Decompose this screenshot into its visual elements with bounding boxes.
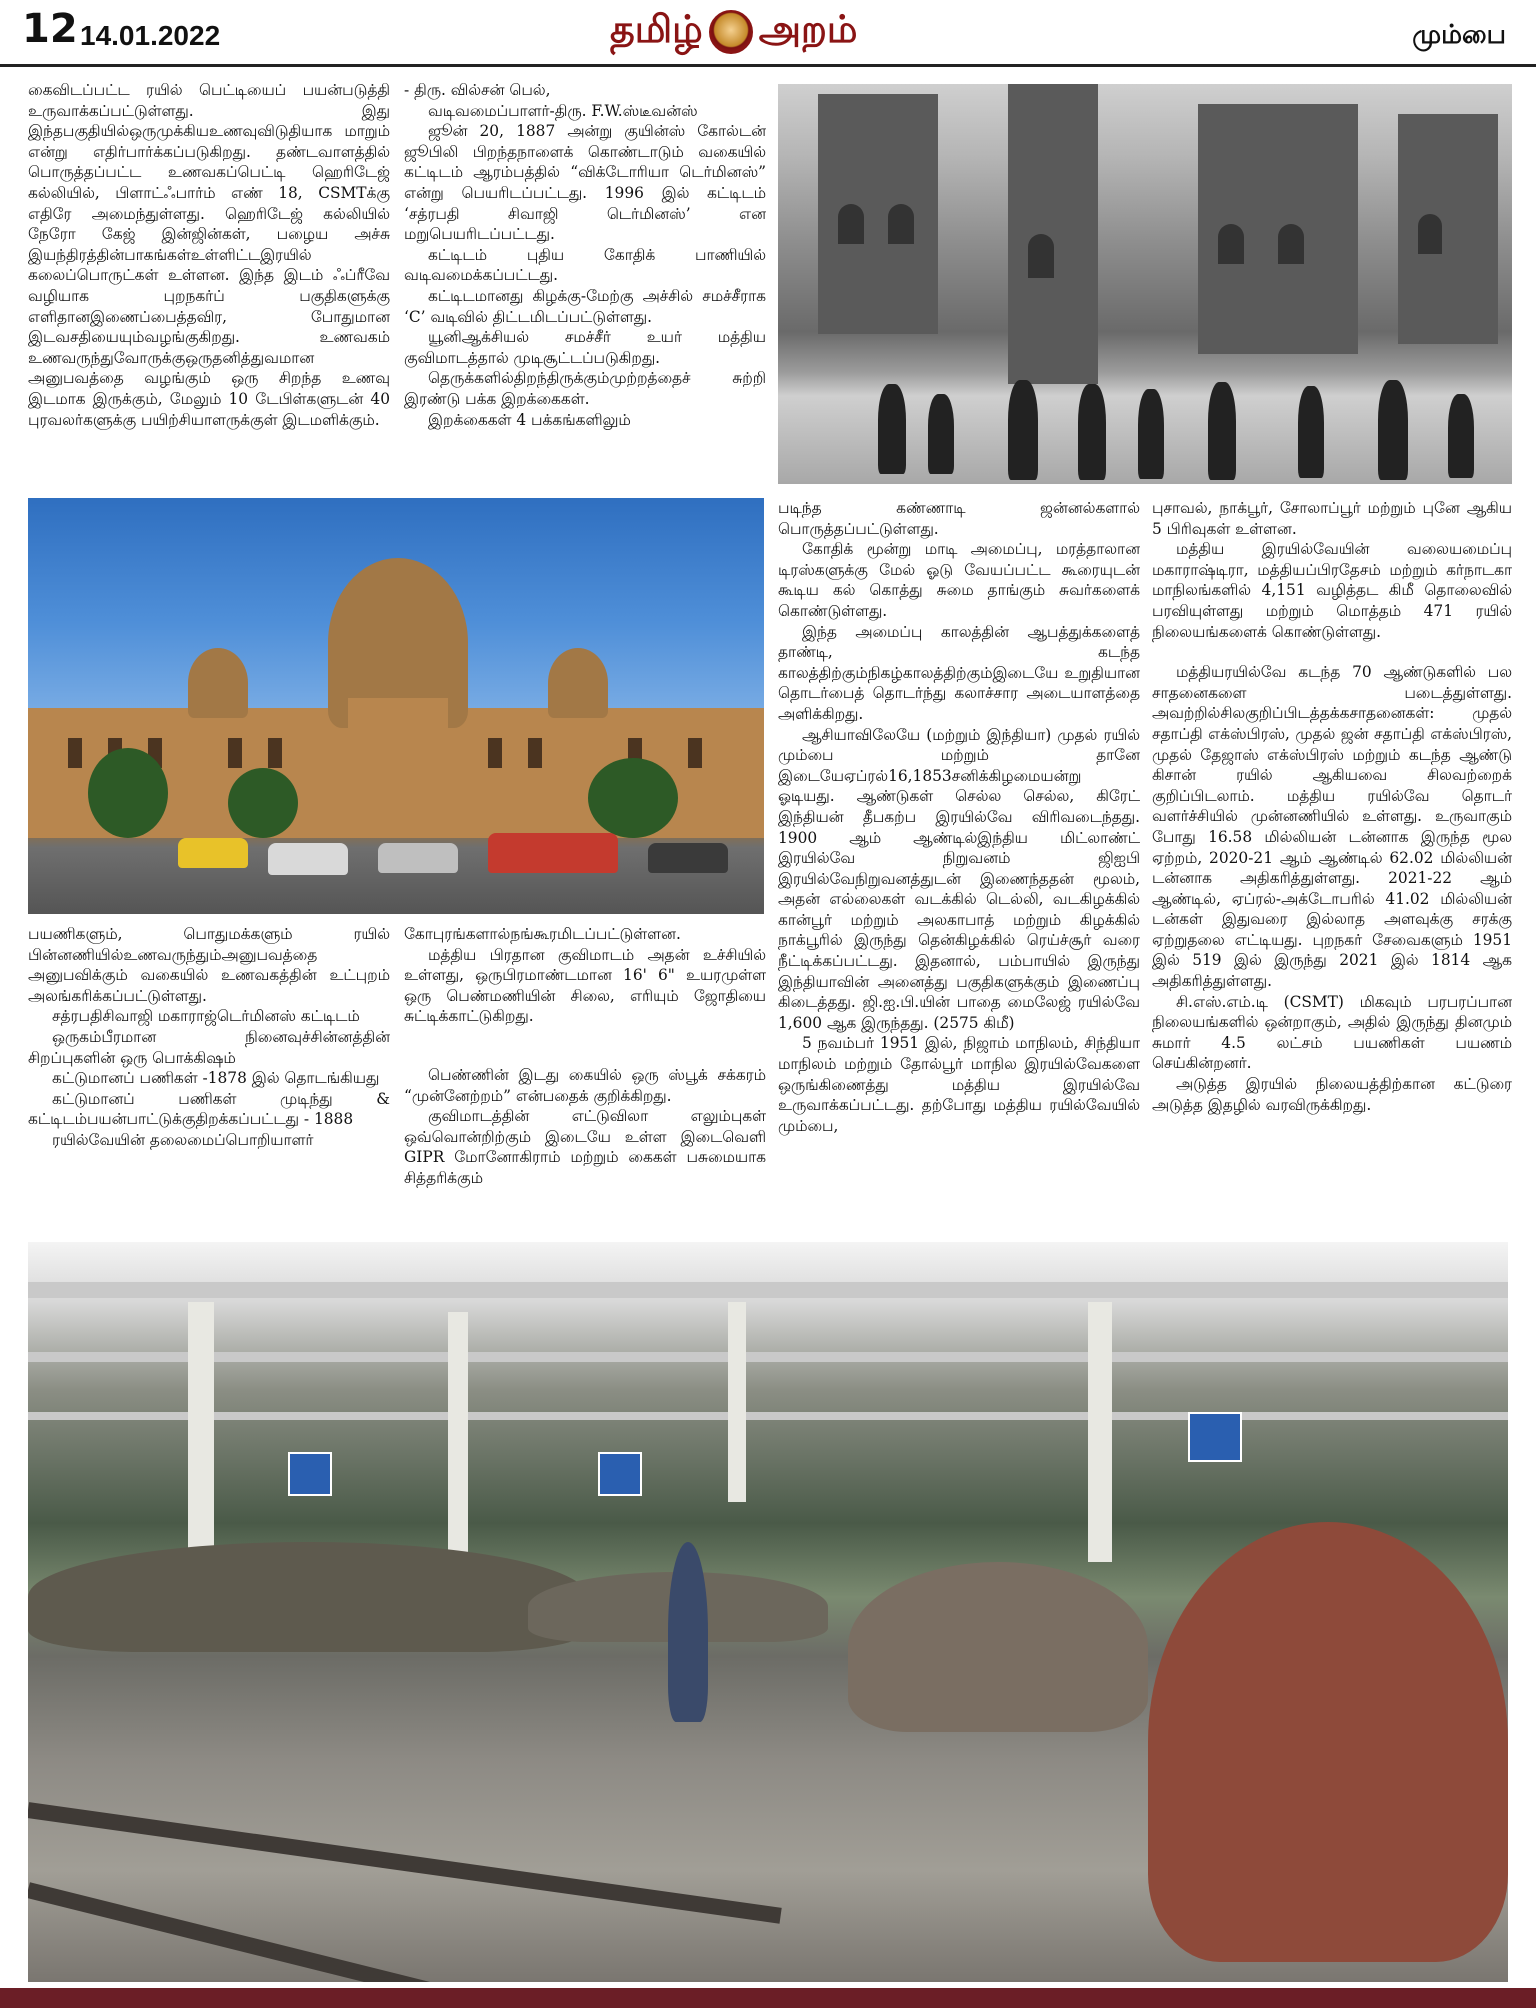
paragraph: அடுத்த இரயில் நிலையத்திற்கான கட்டுரை அடுத்த இதழில் வரவிருக்கிறது.	[1152, 1075, 1512, 1114]
old-photo-icon	[778, 84, 1512, 484]
paragraph: பெண்ணின் இடது கையில் ஒரு ஸ்பூக் சக்கரம் “முன்னேற்றம்” என்பதைக் குறிக்கிறது.	[404, 1065, 766, 1105]
column-4	[1152, 498, 1512, 1236]
paragraph: கட்டிடமானது கிழக்கு-மேற்கு அச்சில் சமச்சீராக ‘C’ வடிவில் திட்டமிடப்பட்டுள்ளது.	[404, 286, 766, 326]
paragraph: கட்டுமானப் பணிகள் முடிந்து & கட்டிடம்பயன்பாட்டுக்குதிறக்கப்பட்டது - 1888	[28, 1089, 390, 1129]
paragraph: மத்திய பிரதான குவிமாடம் அதன் உச்சியில் உள்ளது, ஒருபிரமாண்டமான 16' 6" உயரமுள்ள ஒரு பெண்மணியின் சிலை, எரியும் ஜோதியை சுட்டிக்காட்டுகிறது.	[404, 945, 766, 1026]
paragraph: கோதிக் மூன்று மாடி அமைப்பு, மரத்தாலான டிரஸ்களுக்கு மேல் ஓடு வேயப்பட்ட கூரையுடன் கூடிய கல் கொத்து சுமை தாங்கும் சுவர்களைக் கொண்டுள்ளது.	[778, 540, 1140, 620]
masthead-left-word: தமிழ்	[610, 7, 703, 51]
paragraph: கட்டிடம் புதிய கோதிக் பாணியில் வடிவமைக்கப்பட்டது.	[404, 245, 766, 285]
spacer	[404, 1027, 766, 1065]
platform-photo-icon	[28, 1242, 1508, 1982]
paragraph: சி.எஸ்.எம்.டி (CSMT) மிகவும் பரபரப்பான நிலையங்களில் ஒன்றாகும், அதில் இருந்து தினமும் சுமார் 4.5 லட்சம் பயணிகள் பயணம் செய்கின்றனர்.	[1152, 992, 1512, 1073]
column-1-bottom	[28, 924, 390, 1236]
paragraph: புசாவல், நாக்பூர், சோலாப்பூர் மற்றும் புனே ஆகிய 5 பிரிவுகள் உள்ளன.	[1152, 499, 1512, 538]
spacer	[1152, 642, 1512, 662]
paragraph: ஜூன் 20, 1887 அன்று குயின்ஸ் கோல்டன் ஜூபிலி பிறந்தநாளைக் கொண்டாடும் வகையில் கட்டிடம் ஆரம்பத்தில் “விக்டோரியா டெர்மினஸ்” என்று பெயரிடப்பட்டது. 1996 இல் கட்டிடம் ‘சத்ரபதி சிவாஜி டெர்மினஸ்’ என மறுபெயரிடப்பட்டது.	[404, 122, 766, 244]
paragraph: கைவிடப்பட்ட ரயில் பெட்டியைப் பயன்படுத்தி உருவாக்கப்பட்டுள்ளது. இது இந்தபகுதியில்ஒருமுக்கியஉணவுவிடுதியாக மாறும் என்று எதிர்பார்க்கப்படுகிறது. தண்டவாளத்தில் பொருத்தப்பட்ட உணவகப்பெட்டி ஹெரிடேஜ் கல்லியில், பிளாட்ஃபார்ம் எண் 18, CSMTக்கு எதிரே அமைந்துள்ளது. ஹெரிடேஜ் கல்லியில் நேரோ கேஜ் இன்ஜின்கள், பழைய அச்சு இயந்திரத்தின்பாகங்கள்உள்ளிட்டஇரயில் கலைப்பொருட்கள் உள்ளன. இந்த இடம் ஃப்ரீவே வழியாக புறநகர்ப் பகுதிகளுக்கு எளிதானஇணைப்பைத்தவிர, போதுமான இடவசதியையும்வழங்குகிறது. உணவகம் உணவருந்துவோருக்குஒருதனித்துவமான அனுபவத்தை வழங்கும் ஒரு சிறந்த உணவு இடமாக இருக்கும், மேலும் 10 டேபிள்களுடன் 40 புரவலர்களுக்கு பயிற்சியாளருக்குள் இடமளிக்கும்.	[28, 81, 390, 429]
page-number: 12	[22, 6, 78, 52]
edition-city: மும்பை	[1412, 20, 1506, 50]
issue-date: 14.01.2022	[80, 20, 221, 51]
paragraph: ரயில்வேயின் தலைமைப்பொறியாளர்	[52, 1130, 314, 1149]
column-1-top	[28, 80, 390, 488]
paragraph: ஆசியாவிலேயே (மற்றும் இந்தியா) முதல் ரயில் மும்பை மற்றும் தானே இடையேஏப்ரல்16,1853சனிக்கிழமையன்று ஓடியது. ஆண்டுகள் செல்ல செல்ல, கிரேட் இந்தியன் தீபகற்ப இரயில்வே விரிவடைந்தது. 1900 ஆம் ஆண்டில்இந்திய மிட்லாண்ட் இரயில்வே நிறுவனம் ஜிஐபி இரயில்வேநிறுவனத்துடன் இணைந்ததன் மூலம், அதன் எல்லைகள் வடக்கில் டெல்லி, வடகிழக்கில் கான்பூர் மற்றும் அலகாபாத் மற்றும் கிழக்கில் நாக்பூரில் இருந்து தென்கிழக்கில் ரெய்ச்சூர் வரை நீட்டிக்கப்பட்டது. இதனால், பம்பாயில் இருந்து இந்தியாவின் அனைத்து பகுதிகளுக்கும் இணைப்பு கிடைத்தது. ஜி.ஐ.பி.யின் பாதை மைலேஜ் ரயில்வே 1,600 ஆக இருந்தது. (2575 கிமீ)	[778, 725, 1140, 1032]
emblem-icon	[709, 10, 753, 54]
paragraph: - திரு. வில்சன் பெல்,	[404, 81, 551, 99]
paragraph: கட்டுமானப் பணிகள் -1878 இல் தொடங்கியது	[52, 1069, 380, 1088]
paragraph: ஒருகம்பீரமான நினைவுச்சின்னத்தின் சிறப்புகளின் ஒரு பொக்கிஷம்	[28, 1027, 390, 1067]
paragraph: படிந்த கண்ணாடி ஜன்னல்களால் பொருத்தப்பட்டுள்ளது.	[778, 499, 1140, 538]
paragraph: சத்ரபதிசிவாஜி மகாராஜ்டெர்மினஸ் கட்டிடம்	[52, 1007, 360, 1026]
paragraph: இறக்கைகள் 4 பக்கங்களிலும்	[428, 410, 631, 429]
paragraph: தெருக்களில்திறந்திருக்கும்முற்றத்தைச் சுற்றி இரண்டு பக்க இறக்கைகள்.	[404, 369, 766, 408]
paragraph: யூனிஆக்சியல் சமச்சீர் உயர் மத்திய குவிமாடத்தால் முடிசூட்டப்படுகிறது.	[404, 328, 766, 367]
masthead	[610, 4, 857, 60]
paragraph: மத்திய இரயில்வேயின் வலையமைப்பு மகாராஷ்டிரா, மத்தியப்பிரதேசம் மற்றும் கர்நாடகா மாநிலங்களில் 4,151 வழித்தட கிமீ தொலைவில் பரவியுள்ளது மற்றும் மொத்தம் 471 ரயில் நிலையங்களைக் கொண்டுள்ளது.	[1152, 540, 1512, 641]
column-2-bottom	[404, 924, 766, 1236]
page-header	[0, 0, 1536, 67]
building-photo-icon	[28, 498, 764, 914]
column-3	[778, 498, 1140, 1236]
paragraph: குவிமாடத்தின் எட்டுவிலா எலும்புகள் ஒவ்வொன்றிற்கும் இடையே உள்ள இடைவெளி GIPR மோனோகிராம் மற்றும் கைகள் பசுமையாக சித்தரிக்கும்	[404, 1107, 766, 1187]
page-footer-bar	[0, 1988, 1536, 2008]
paragraph: 5 நவம்பர் 1951 இல், நிஜாம் மாநிலம், சிந்தியா மாநிலம் மற்றும் தோல்பூர் மாநில இரயில்வேகளை ஒருங்கிணைத்து மத்திய இரயில்வே உருவாக்கப்பட்டது. தற்போது மத்திய ரயில்வேயில் மும்பை,	[778, 1034, 1140, 1135]
paragraph: வடிவமைப்பாளர்-திரு. F.W.ஸ்டீவன்ஸ்	[428, 101, 698, 120]
paragraph: இந்த அமைப்பு காலத்தின் ஆபத்துக்களைத் தாண்டி, கடந்த காலத்திற்கும்நிகழ்காலத்திற்கும்இடையே உறுதியான தொடர்பைத் தொடர்ந்து கலாச்சார அடையாளத்தை அளிக்கிறது.	[778, 622, 1140, 723]
paragraph: பயணிகளும், பொதுமக்களும் ரயில் பின்னணியில்உணவருந்தும்அனுபவத்தை அனுபவிக்கும் வகையில் உணவகத்தின் உட்புறம் அலங்கரிக்கப்பட்டுள்ளது.	[28, 925, 390, 1005]
paragraph: கோபுரங்களால்நங்கூரமிடப்பட்டுள்ளன.	[404, 925, 681, 943]
paragraph: மத்தியரயில்வே கடந்த 70 ஆண்டுகளில் பல சாதனைகளை படைத்துள்ளது. அவற்றில்சிலகுறிப்பிடத்தக்கசாதனைகள்: முதல் சதாப்தி எக்ஸ்பிரஸ், முதல் ஜன் சதாப்தி எக்ஸ்பிரஸ், முதல் தேஜாஸ் எக்ஸ்பிரஸ் மற்றும் கடந்த ஆண்டு கிசான் ரயில் ஆகியவை சிலவற்றைக் குறிப்பிடலாம். மத்திய ரயில்வே தொடர் வளர்ச்சியில் முன்னணியில் உள்ளது. உருவாகும் போது 16.58 மில்லியன் டன்னாக இருந்த மூல ஏற்றம், 2020-21 ஆம் ஆண்டில் 62.02 மில்லியன் டன்னாக அதிகரித்துள்ளது. 2021-22 ஆம் ஆண்டில், ஏப்ரல்-அக்டோபரில் 41.02 மில்லியன் டன்கள் இதுவரை இல்லாத அளவுக்கு சரக்கு ஏற்றுதலை எட்டியது. புறநகர் சேவைகளும் 1951 இல் 519 இல் இருந்து 2021 இல் 1814 ஆக அதிகரித்துள்ளது.	[1152, 663, 1512, 991]
column-2-top	[404, 80, 766, 488]
masthead-right-word: அறம்	[758, 7, 858, 51]
